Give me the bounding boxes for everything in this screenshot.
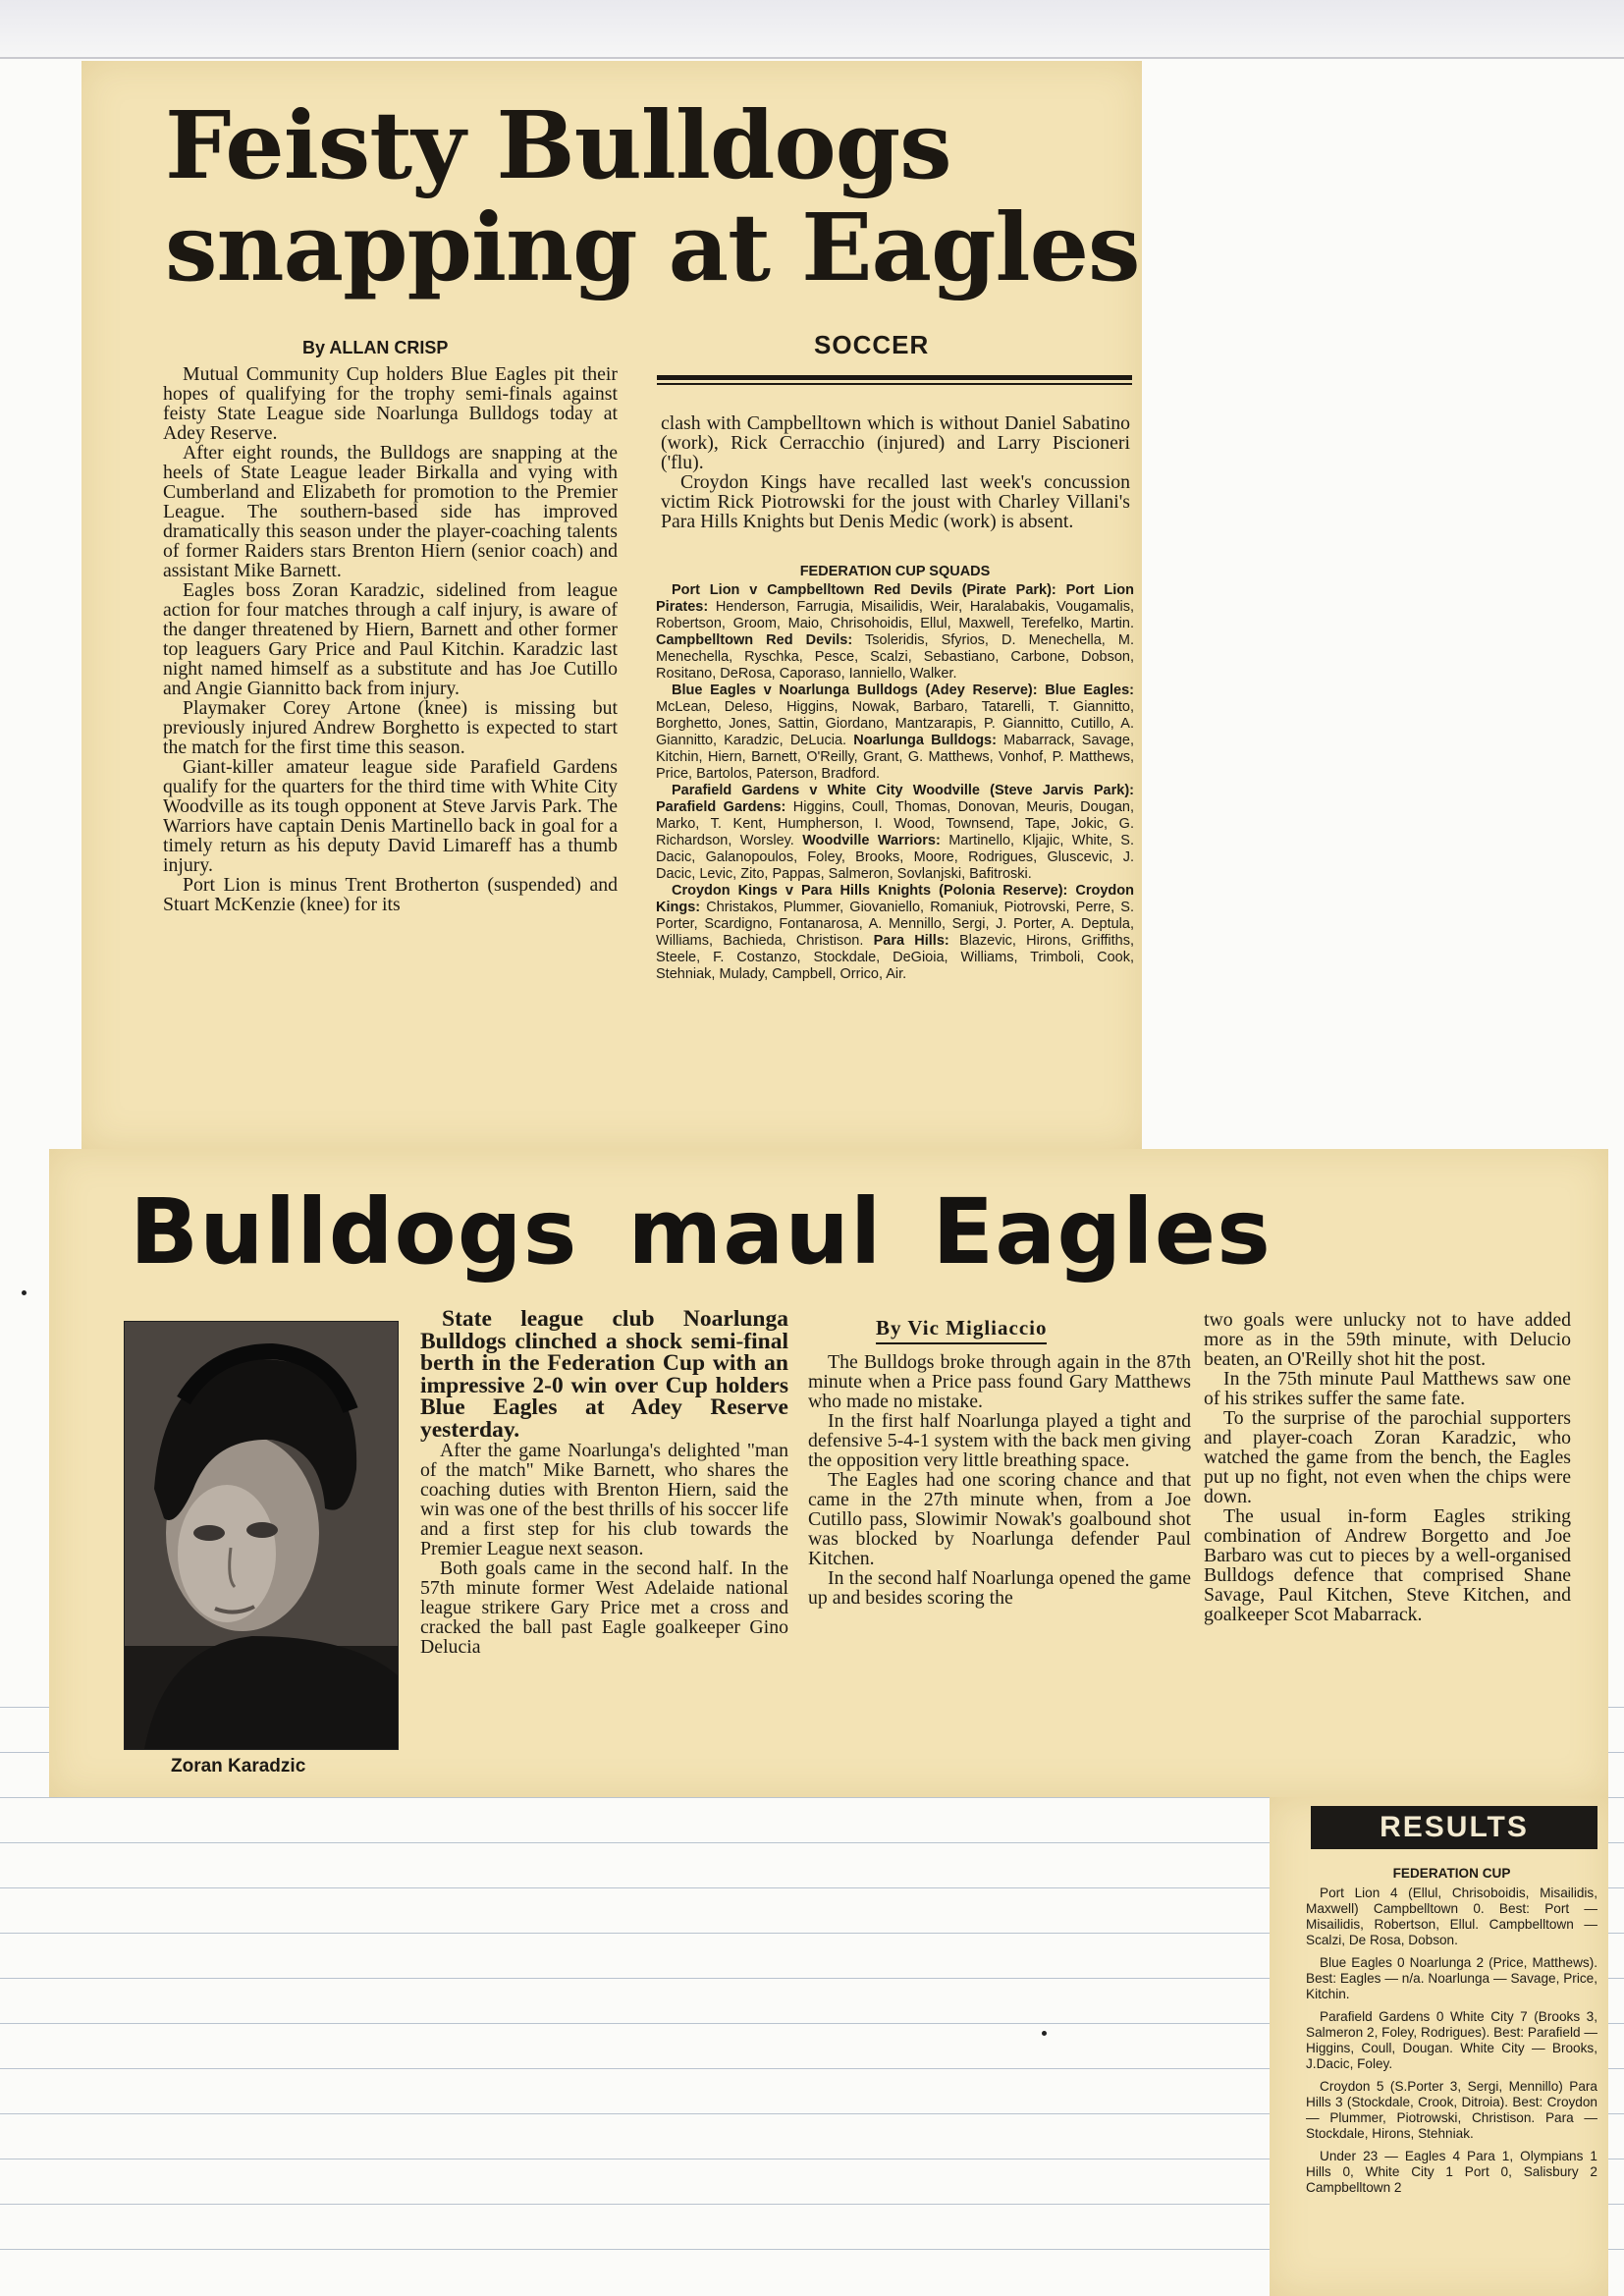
squads-heading: FEDERATION CUP SQUADS — [799, 564, 991, 579]
paragraph: Both goals came in the second half. In the 57th minute former West Adelaide national league strikere Gary Price met a cross and cracked the ball past Eagle goalkeeper Gino Delucia — [420, 1558, 788, 1658]
result-item: Port Lion 4 (Ellul, Chrisoboidis, Misailidis, Maxwell) Campbelltown 0. Best: Port — Misailidis, Robertson, Ellul. Campbelltown — Scalzi, De Rosa, Dobson. — [1306, 1886, 1597, 1947]
article-column-3 — [1204, 1310, 1571, 1624]
paragraph: The usual in-form Eagles striking combination of Andrew Borgetto and Joe Barbaro was cut to pieces by a well-organised Bulldogs defence that comprised Shane Savage, Paul Kitchen, Steve Kitchen, and goalkeeper Scot Mabarrack. — [1204, 1505, 1571, 1625]
paragraph: After eight rounds, the Bulldogs are snapping at the heels of State League leader Birkalla and vying with Cumberland and Elizabeth for promotion to the Premier League. The southern-based side has improved dramatically this season under the player-coaching talents of former Raiders stars Brenton Hiern (senior coach) and assistant Mike Barnett. — [163, 442, 618, 581]
squad-team: Woodville Warriors: — [802, 833, 941, 848]
paragraph: clash with Campbelltown which is without Daniel Sabatino (work), Rick Cerracchio (injured) and Larry Piscioneri ('flu). — [661, 412, 1130, 473]
article-column-1 — [163, 364, 618, 914]
result-item: Blue Eagles 0 Noarlunga 2 (Price, Matthews). Best: Eagles — n/a. Noarlunga — Savage, Price, Kitchin. — [1306, 1955, 1597, 2001]
clipping-results — [1270, 1797, 1608, 2296]
player-photo — [124, 1321, 399, 1750]
squad-players: Higgins, Coull, Thomas, Donovan, Meuris, Dougan, Marko, T. Kent, Humpherson, I. Wood, Townsend, Tape, Jokic, G. Richardson, Worsley. — [656, 799, 1134, 848]
squad-players: Blazevic, Hirons, Griffiths, Steele, F. Costanzo, Stockdale, DeGioia, Williams, Trimboli, Cook, Stehniak, Mulady, Campbell, Orrico, Air. — [656, 933, 1135, 982]
paragraph: The Bulldogs broke through again in the 87th minute when a Price pass found Gary Matthews who made no mistake. — [808, 1351, 1191, 1412]
paragraph: In the 75th minute Paul Matthews saw one of his strikes suffer the same fate. — [1204, 1368, 1571, 1409]
squad-match: Parafield Gardens v White City Woodville (Steve Jarvis Park): — [672, 783, 1134, 798]
squad-team: Croydon Kings: — [656, 883, 1134, 915]
headline: Bulldogs maul Eagles — [130, 1179, 1272, 1285]
paragraph: Playmaker Corey Artone (knee) is missing but previously injured Andrew Borghetto is expected to start the match for the first time this season. — [163, 697, 618, 758]
paragraph: After the game Noarlunga's delighted "man of the match" Mike Barnett, who shares the coaching duties with Brenton Hiern, said the win was one of the best thrills of his soccer life and a first step for his club towards the Premier League next season. — [420, 1440, 788, 1559]
squad-players: Henderson, Farrugia, Misailidis, Weir, Haralabakis, Vougamalis, Robertson, Groom, Maio, Chrisohoidis, Ellul, Maxwell, Terefelko, Martin. — [656, 599, 1134, 631]
squad-players: Tsoleridis, Sfyrios, D. Menechella, M. Menechella, Ryschka, Pesce, Scalzi, Sebastiano, Carbone, Dobson, Rositano, DeRosa, Caporaso, Ianniello, Walker. — [656, 632, 1134, 682]
clipping-feisty-bulldogs — [81, 61, 1142, 1149]
squad-match: Croydon Kings v Para Hills Knights (Polonia Reserve): — [672, 883, 1068, 899]
lead-paragraph: State league club Noarlunga Bulldogs clinched a shock semi-final berth in the Federation Cup with an impressive 2-0 win over Cup holders Blue Eagles at Adey Reserve yesterday. — [420, 1306, 788, 1443]
result-item: Parafield Gardens 0 White City 7 (Brooks 3, Salmeron 2, Foley, Rodrigues). Best: Parafield — Higgins, Coull, Dougan. White City — Brooks, J.Dacic, Foley. — [1306, 2009, 1597, 2071]
headline: Feisty Bulldogs snapping at Eagles — [165, 91, 1140, 302]
paragraph: two goals were unlucky not to have added more as in the 59th minute, with Delucio beaten, an O'Reilly shot hit the post. — [1204, 1309, 1571, 1370]
paragraph: In the first half Noarlunga played a tight and defensive 5-4-1 system with the back men giving the opposition very little breathing space. — [808, 1410, 1191, 1471]
article-column-2 — [808, 1352, 1191, 1608]
result-item: Under 23 — Eagles 4 Para 1, Olympians 1 Hills 0, White City 1 Port 0, Salisbury 2 Campbelltown 2 — [1306, 2149, 1597, 2195]
paragraph: Eagles boss Zoran Karadzic, sidelined from league action for four matches through a calf injury, is aware of the danger threatened by Hiern, Barnett and other former top leaguers Gary Price and Paul Kitchin. Karadzic last night named himself as a substitute and has Joe Cutillo and Angie Giannitto back from injury. — [163, 579, 618, 699]
article-column-1 — [420, 1308, 788, 1657]
byline: By Vic Migliaccio — [876, 1316, 1047, 1344]
squad-team: Para Hills: — [873, 933, 949, 949]
squad-team: Campbelltown Red Devils: — [656, 632, 853, 648]
paragraph: Port Lion is minus Trent Brotherton (suspended) and Stuart McKenzie (knee) for its — [163, 874, 618, 915]
squad-entry — [656, 683, 1134, 783]
photo-caption: Zoran Karadzic — [171, 1756, 306, 1777]
article-column-2 — [661, 413, 1130, 531]
portrait-image — [125, 1322, 398, 1749]
clipping-bulldogs-maul-eagles — [49, 1149, 1608, 1797]
squads-list — [656, 564, 1134, 983]
squad-match: Port Lion v Campbelltown Red Devils (Pirate Park): — [672, 582, 1056, 598]
squad-players: Christakos, Plummer, Giovaniello, Romaniuk, Piotrovski, Perre, S. Porter, Scardigno, Fontanarosa, A. Mennillo, Sergi, J. Porter, A. Deptula, Williams, Bachieda, Christison. — [656, 900, 1134, 949]
squad-team: Port Lion Pirates: — [656, 582, 1134, 615]
squad-entry — [656, 883, 1134, 983]
results-list — [1306, 1866, 1597, 2203]
squad-entry — [656, 783, 1134, 883]
squad-team: Noarlunga Bulldogs: — [853, 733, 997, 748]
paragraph: Mutual Community Cup holders Blue Eagles pit their hopes of qualifying for the trophy semi-finals against feisty State League side Noarlunga Bulldogs today at Adey Reserve. — [163, 363, 618, 444]
margin-dot — [1042, 2031, 1047, 2036]
squad-entry — [656, 582, 1134, 683]
paragraph: In the second half Noarlunga opened the game up and besides scoring the — [808, 1567, 1191, 1609]
section-label: SOCCER — [814, 330, 930, 359]
squad-match: Blue Eagles v Noarlunga Bulldogs (Adey Reserve): — [672, 683, 1038, 698]
squad-players: Martinello, Kljajic, White, S. Dacic, Galanopoulos, Foley, Brooks, Moore, Rodrigues, Gluscevic, J. Dacic, Levic, Zito, Pappas, Salmeron, Sovlanjski, Bafitroski. — [656, 833, 1134, 882]
section-rule — [657, 375, 1132, 385]
paragraph: Giant-killer amateur league side Parafield Gardens qualify for the quarters for the third time with White City Woodville as its tough opponent at Steve Jarvis Park. The Warriors have captain Denis Martinello back in goal for a timely return as his deputy David Limareff has a thumb injury. — [163, 756, 618, 876]
result-item: Croydon 5 (S.Porter 3, Sergi, Mennillo) Para Hills 3 (Stockdale, Crook, Ditroia). Best: Croydon — Plummer, Piotrowski, Christison. Para — Stockdale, Hirons, Stehniak. — [1306, 2079, 1597, 2141]
margin-dot — [22, 1290, 27, 1295]
page-top-edge — [0, 0, 1624, 59]
paragraph: Croydon Kings have recalled last week's concussion victim Rick Piotrowski for the joust with Charley Villani's Para Hills Knights but Denis Medic (work) is absent. — [661, 471, 1130, 532]
squad-players: Mabarrack, Savage, Kitchin, Hiern, Barnett, O'Reilly, Grant, G. Matthews, Vonhof, P. Matthews, Price, Bartolos, Paterson, Bradford. — [656, 733, 1135, 782]
squad-team: Blue Eagles: — [1045, 683, 1135, 698]
paragraph: To the surprise of the parochial supporters and player-coach Zoran Karadzic, who watched the game from the bench, the Eagles put up no fight, not even when the chips were down. — [1204, 1407, 1571, 1507]
paragraph: The Eagles had one scoring chance and that came in the 27th minute when, from a Joe Cutillo pass, Slowimir Nowak's goalbound shot was blocked by Noarlunga defender Paul Kitchen. — [808, 1469, 1191, 1569]
byline: By ALLAN CRISP — [302, 338, 449, 357]
results-subheading: FEDERATION CUP — [1392, 1866, 1511, 1881]
squad-team: Parafield Gardens: — [656, 799, 786, 815]
squad-players: McLean, Deleso, Higgins, Nowak, Barbaro, Tatarelli, T. Giannitto, Borghetto, Jones, Sattin, Giordano, Mantzarapis, P. Giannitto, Cutillo, A. Giannitto, Karadzic, DeLucia. — [656, 699, 1134, 748]
results-heading: RESULTS — [1311, 1806, 1597, 1849]
